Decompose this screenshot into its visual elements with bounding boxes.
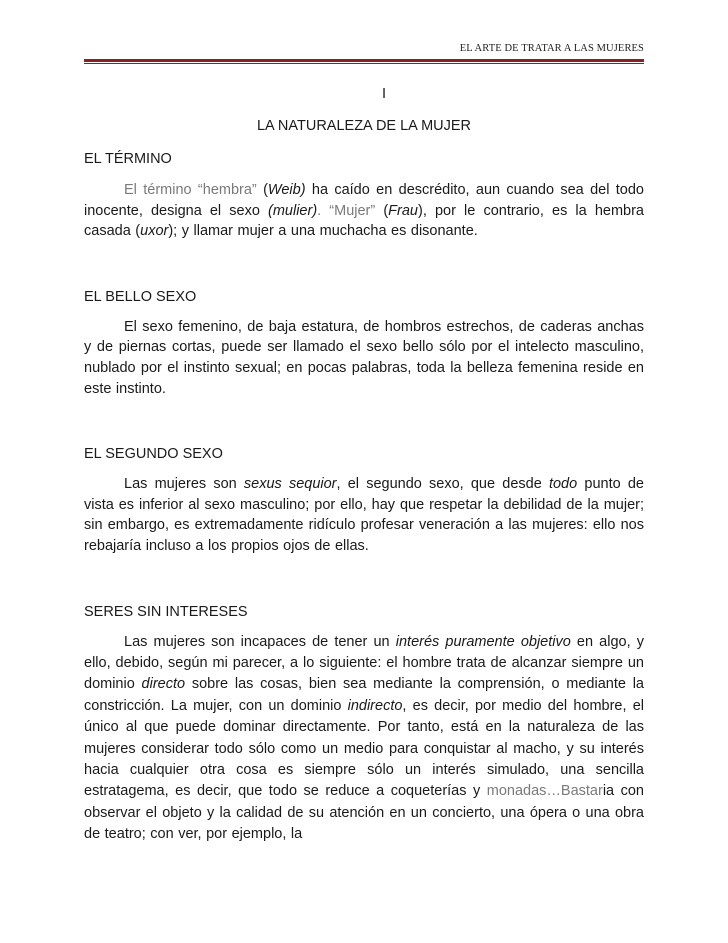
- text-run: El sexo femenino, de baja estatura, de hombros estrechos, de caderas anchas y de piernas cortas, puede ser llamado el sexo bello sólo por el intelecto masculino, nublado por el instinto sexual; en pocas palabras, toda la belleza femenina reside en este instinto.: [84, 318, 644, 397]
- header-rule-thick: [84, 59, 644, 62]
- text-run: monadas: [486, 783, 547, 800]
- text-run-italic: indirecto: [347, 697, 403, 714]
- text-run-italic: Frau: [388, 202, 418, 219]
- paragraph: [84, 180, 644, 242]
- text-run: …Bastar: [546, 783, 603, 800]
- text-run-italic: sexus sequior: [243, 476, 337, 493]
- header-rule-thin: [84, 63, 644, 64]
- text-run: ia con observar el objeto y la calidad de su atención en un concierto, una ópera o una obra de teatro; con ver, por ejemplo, la: [84, 783, 644, 843]
- chapter-number: I: [381, 86, 387, 102]
- text-run: en algo, y ello, debido, según mi parecer, a lo siguiente: el hombre trata de alcanzar siempre un dominio: [84, 633, 644, 693]
- chapter-title: LA NATURALEZA DE LA MUJER: [256, 118, 472, 134]
- text-run: , el segundo sexo, que desde: [336, 476, 549, 493]
- paragraph: [84, 632, 644, 846]
- text-run: ), por le contrario, es la hembra casada (: [84, 202, 644, 240]
- text-run-italic: directo: [141, 676, 186, 693]
- text-run-italic: (mulier): [268, 202, 318, 219]
- paragraph: [84, 474, 644, 556]
- text-run: . “Mujer”: [317, 202, 376, 219]
- text-run: (: [375, 202, 389, 219]
- text-run-italic: Weib): [267, 182, 306, 198]
- section-el-segundo-sexo: [84, 444, 644, 556]
- section-heading: EL SEGUNDO SEXO: [84, 446, 223, 463]
- section-el-bello-sexo: [84, 287, 644, 399]
- page-body: [84, 84, 644, 846]
- text-run: sobre las cosas, bien sea mediante la comprensión, o mediante la constricción. La mujer, con un dominio: [84, 676, 644, 714]
- text-run: ha caído en descrédito, aun cuando sea del todo inocente, designa el sexo: [84, 182, 644, 219]
- section-seres-sin-intereses: [84, 602, 644, 846]
- text-run: punto de vista es inferior al sexo masculino; por ello, hay que respetar la debilidad de la mujer; sin embargo, es extremadamente ridículo profesar veneración a las mujeres: ello nos rebajaría incluso a los propios ojos de ellas.: [84, 476, 644, 554]
- section-heading: SERES SIN INTERESES: [84, 603, 248, 620]
- section-el-termino: [84, 149, 644, 242]
- text-run-italic: todo: [548, 476, 578, 493]
- text-run-italic: uxor: [140, 223, 169, 240]
- text-run-italic: interés puramente objetivo: [395, 633, 571, 650]
- text-run: El término “hembra”: [124, 182, 257, 198]
- section-heading: EL TÉRMINO: [84, 151, 172, 167]
- paragraph: [84, 317, 644, 399]
- text-run: , es decir, por medio del hombre, el único al que puede dominar directamente. Por tanto, está en la naturaleza de las mujeres considerar todo sólo como un medio para conquistar al macho, y su interés hacia cualquier otra cosa es siempre sólo un interés simulado, una sencilla estratagema, es decir, que todo se reduce a coqueterías y: [84, 697, 645, 800]
- running-header: EL ARTE DE TRATAR A LAS MUJERES: [459, 43, 644, 54]
- section-heading: EL BELLO SEXO: [84, 288, 197, 305]
- text-run: Las mujeres son: [124, 476, 244, 493]
- text-run: Las mujeres son incapaces de tener un: [124, 633, 396, 650]
- text-run: ); y llamar mujer a una muchacha es disonante.: [168, 223, 478, 240]
- text-run: (: [256, 182, 268, 198]
